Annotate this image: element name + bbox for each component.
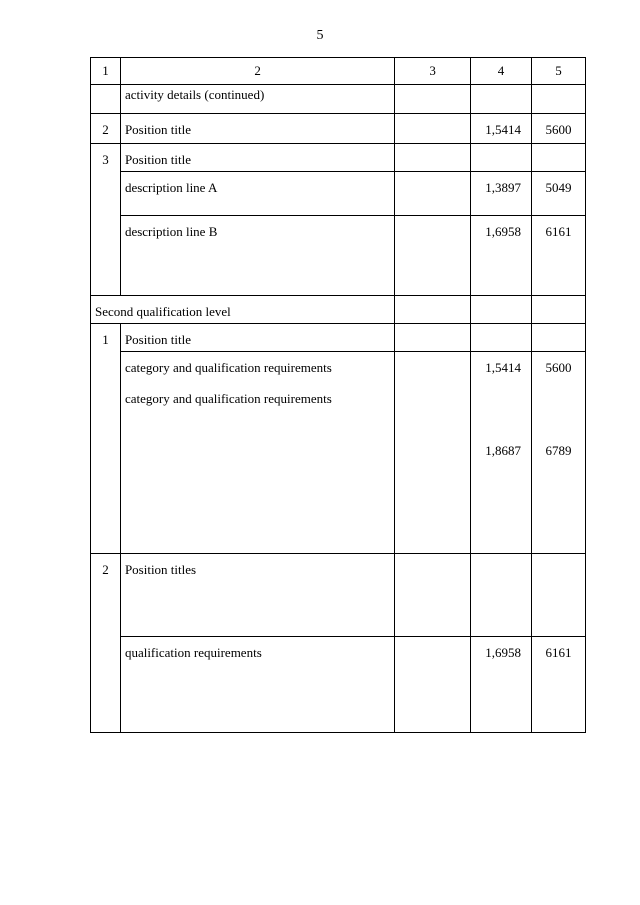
subrow-salary: 6789 — [545, 442, 572, 458]
subrow-text: qualification requirements — [120, 637, 394, 733]
row-text: activity details (continued) — [120, 85, 394, 114]
subrow-salary: 5049 — [532, 172, 586, 216]
subrow-salary: 6161 — [532, 637, 586, 733]
subrow-salary: 6161 — [532, 216, 586, 296]
tariff-table — [90, 57, 586, 733]
row-salary: 5600 — [532, 114, 586, 144]
qualification-level-label: Second qualification level — [91, 296, 395, 324]
row-title: Position title — [120, 114, 394, 144]
row-number: 2 — [91, 554, 121, 733]
table-row — [91, 324, 586, 352]
table-row — [91, 85, 586, 114]
row-number: 3 — [91, 144, 121, 296]
qualification-level-row — [91, 296, 586, 324]
row-coefficient: 1,5414 — [471, 114, 532, 144]
table-header — [91, 58, 586, 85]
subrow-text: description line B — [120, 216, 394, 296]
page-number: 5 — [316, 28, 324, 43]
row-number: 1 — [91, 324, 121, 554]
subrow-text: category and qualification requirements — [124, 390, 332, 406]
row-title: Position titles — [120, 554, 394, 637]
header-col-4: 4 — [471, 58, 532, 85]
subrow-coefficient: 1,8687 — [485, 442, 522, 458]
header-col-2: 2 — [120, 58, 394, 85]
subrow-coefficient: 1,3897 — [471, 172, 532, 216]
table-subrow — [91, 352, 586, 554]
subrow-coefficient: 1,5414 — [485, 360, 522, 375]
header-col-1: 1 — [91, 58, 121, 85]
subrow-coefficient: 1,6958 — [471, 216, 532, 296]
row-title: Position title — [120, 324, 394, 352]
header-col-5: 5 — [532, 58, 586, 85]
subrow-coefficient: 1,6958 — [471, 637, 532, 733]
table-subrow — [91, 637, 586, 733]
header-col-3: 3 — [395, 58, 471, 85]
subrow-text: description line A — [120, 172, 394, 216]
header-row — [91, 58, 586, 85]
table-row — [91, 554, 586, 637]
subrow-text: category and qualification requirements — [124, 360, 332, 375]
table-subrow — [91, 172, 586, 216]
row-number: 2 — [91, 114, 121, 144]
subrow-salary: 5600 — [545, 360, 572, 375]
table-row — [91, 144, 586, 172]
row-title: Position title — [120, 144, 394, 172]
table-subrow — [91, 216, 586, 296]
table-row — [91, 114, 586, 144]
